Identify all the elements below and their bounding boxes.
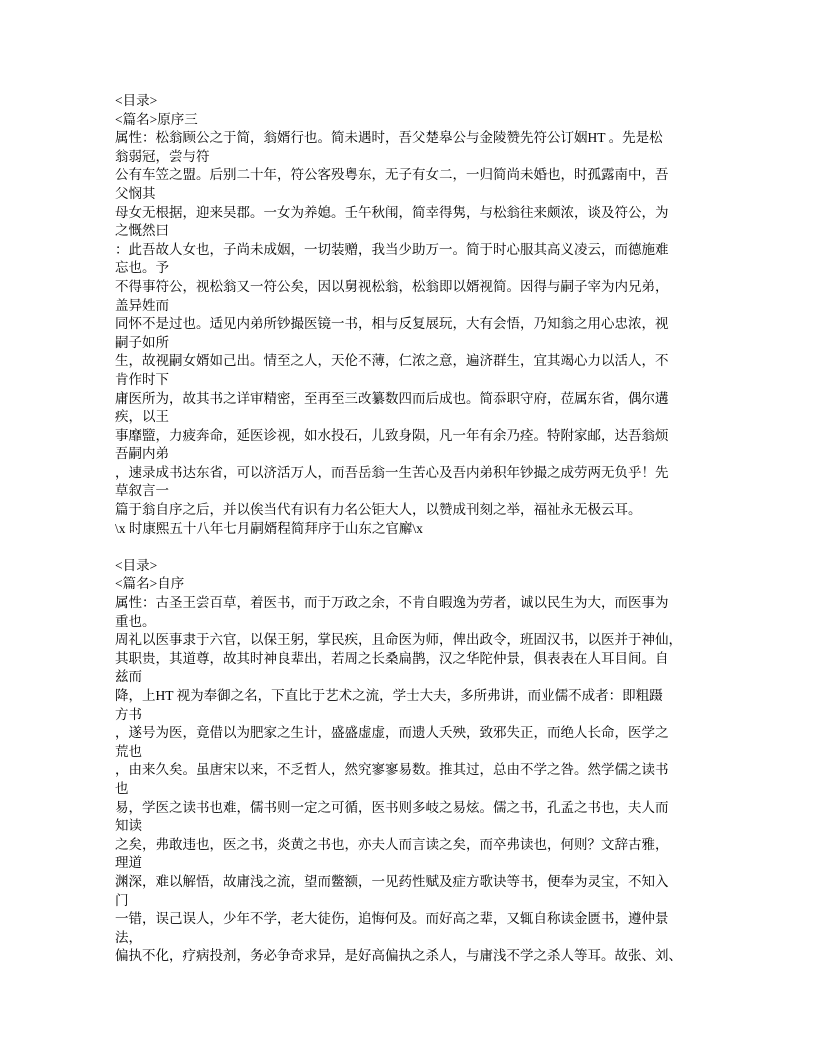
text-document — [115, 92, 715, 966]
text-line: 理道 — [115, 855, 142, 871]
text-line: 篇于翁自序之后，并以俟当代有识有力名公钜大人，以赞成刊刻之举，福祉永无极云耳。 — [115, 502, 642, 518]
text-line: <目录> — [115, 93, 158, 108]
text-line: 不得事符公，视松翁又一符公矣，因以舅视松翁，松翁即以婿视简。因得与嗣子宰为内兄弟， — [115, 278, 669, 294]
text-line: 周礼以医事隶于六官，以保王躬，掌民疾，且命医为师，俾出政令，班固汉书，以医并于神仙， — [115, 632, 682, 648]
text-line: 盖异姓而 — [115, 297, 169, 313]
text-line: ：此吾故人女也，子尚未成姻，一切装赠，我当少助万一。简于时心服其高义凌云，而德施难 — [115, 241, 669, 257]
text-line: 母女无根据，迎来吴郡。一女为养媳。壬午秋闱，简幸得隽，与松翁往来颇浓，谈及符公，为 — [115, 204, 669, 220]
text-line: 父悯其 — [115, 185, 156, 201]
text-line: <篇名>原序三 — [115, 111, 198, 127]
text-line: 之慨然曰 — [115, 223, 169, 239]
text-line: 降，上HT 视为奉御之名，下直比于艺术之流，学士大夫，多所弗讲，而业儒不成者：即粗蹑 — [115, 688, 663, 703]
text-line: 庸医所为，故其书之详审精密，至再至三改纂数四而后成也。简忝职守府，莅属东省，偶尔遘 — [115, 390, 669, 406]
text-line: 属性：松翁顾公之于简，翁婿行也。简未遇时，吾父楚皋公与金陵赞先符公订姻HT 。先是松 — [115, 130, 663, 146]
text-line: <目录> — [115, 557, 158, 573]
text-line: 兹而 — [115, 669, 142, 685]
text-line: 其职贵，其道尊，故其时神良辈出，若周之长桑扁鹊，汉之华陀仲景，俱表表在人耳目间。自 — [115, 650, 669, 666]
text-line: 疾，以王 — [115, 409, 169, 425]
text-line: 知读 — [115, 818, 142, 834]
text-line: 事靡盬，力疲奔命，延医诊视，如水投石，儿致身陨，凡一年有余乃痊。特附家邮，达吾翁烦 — [115, 427, 669, 443]
text-line: 重也。 — [115, 613, 156, 629]
text-line: 属性：古圣王尝百草，着医书，而于万政之余，不肯自暇逸为劳者，诚以民生为大，而医事为 — [115, 595, 669, 611]
text-line: 易，学医之读书也难，儒书则一定之可循，医书则多岐之易炫。儒之书，孔孟之书也，夫人而 — [115, 799, 669, 815]
text-line: ，速录成书达东省，可以济活万人，而吾岳翁一生苦心及吾内弟积年钞撮之成劳两无负乎！先 — [115, 464, 669, 480]
text-line: 忘也。予 — [115, 260, 169, 276]
text-line: 之矣，弗敢违也，医之书，炎黄之书也，亦夫人而言读之矣，而卒弗读也，何则？文辞古雅， — [115, 836, 669, 852]
text-line: 草叙言一 — [115, 483, 169, 499]
text-line: 公有车笠之盟。后别二十年，符公客殁粤东，无子有女二，一归简尚未婚也，时孤露南中，吾 — [115, 167, 669, 183]
text-line: 渊深，难以解悟，故庸浅之流，望而鳖额，一见药性赋及症方歌诀等书，便奉为灵宝，不知入 — [115, 873, 669, 889]
blank-line — [115, 538, 715, 557]
text-line: <篇名>自序 — [115, 576, 185, 592]
section-self-preface — [115, 557, 715, 966]
section-preface-3 — [115, 92, 715, 538]
text-line: ，由来久矣。虽唐宋以来，不乏哲人，然究寥寥易数。推其过，总由不学之咎。然学儒之读书 — [115, 762, 669, 778]
text-line: 同怀不是过也。适见内弟所钞撮医镜一书，相与反复展玩，大有会悟，乃知翁之用心忠浓，视 — [115, 316, 669, 332]
text-line: 肯作时下 — [115, 371, 169, 387]
text-line: 嗣子如所 — [115, 334, 169, 350]
text-line: 偏执不化，疗病投剂，务必争奇求异，是好高偏执之杀人，与庸浅不学之杀人等耳。故张、刘、 — [115, 948, 682, 964]
text-line: \x 时康熙五十八年七月嗣婿程简拜序于山东之官廨\x — [115, 520, 423, 536]
text-line: 翁弱冠，尝与符 — [115, 148, 210, 164]
text-line: 也 — [115, 780, 129, 796]
text-line: ，遂号为医，竟借以为肥家之生计，盛盛虚虚，而遗人夭殃，致邪失正，而绝人长命，医学之 — [115, 725, 669, 741]
text-line: 方书 — [115, 706, 142, 722]
text-line: 生，故视嗣女婿如己出。情至之人，天伦不薄，仁浓之意，遍济群生，宜其竭心力以活人，不 — [115, 353, 669, 369]
text-line: 吾嗣内弟 — [115, 446, 169, 462]
text-line: 荒也 — [115, 743, 142, 759]
text-line: 门 — [115, 892, 129, 908]
text-line: 法， — [115, 929, 142, 945]
text-line: 一错，误己误人，少年不学，老大徒伤，追悔何及。而好高之辈，又辄自称读金匮书，遵仲景 — [115, 911, 669, 927]
